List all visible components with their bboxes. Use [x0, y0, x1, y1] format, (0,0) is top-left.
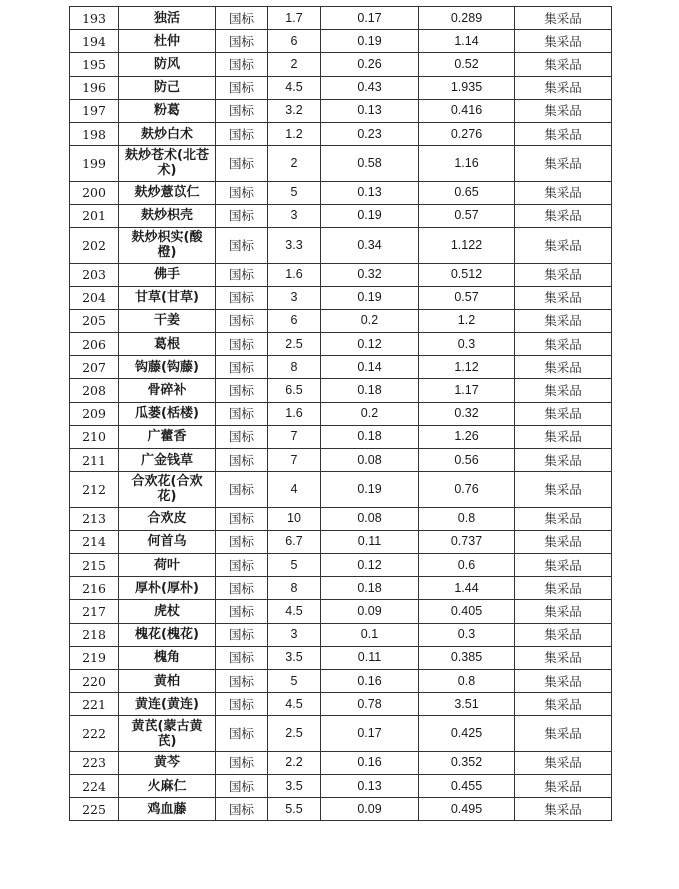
- herb-name-cell: 瓜蒌(栝楼): [119, 402, 216, 425]
- herb-name-cell: 广金钱草: [119, 449, 216, 472]
- quantity-cell: 4.5: [268, 600, 321, 623]
- herb-name-cell: 黄连(黄连): [119, 693, 216, 716]
- table-row: [70, 775, 612, 798]
- table-row: [70, 53, 612, 76]
- amount-cell: 1.17: [419, 379, 515, 402]
- row-number-cell: 221: [70, 693, 119, 716]
- row-number-cell: 193: [70, 7, 119, 30]
- standard-cell: 国标: [216, 181, 268, 204]
- table-row: [70, 204, 612, 227]
- row-number-cell: 217: [70, 600, 119, 623]
- amount-cell: 0.416: [419, 99, 515, 122]
- quantity-cell: 2: [268, 146, 321, 182]
- unit-price-cell: 0.12: [321, 333, 419, 356]
- standard-cell: 国标: [216, 122, 268, 145]
- procurement-type-cell: 集采品: [515, 670, 612, 693]
- procurement-type-cell: 集采品: [515, 204, 612, 227]
- row-number-cell: 207: [70, 356, 119, 379]
- row-number-cell: 219: [70, 646, 119, 669]
- standard-cell: 国标: [216, 146, 268, 182]
- procurement-type-cell: 集采品: [515, 554, 612, 577]
- table-row: [70, 7, 612, 30]
- unit-price-cell: 0.17: [321, 7, 419, 30]
- quantity-cell: 2: [268, 53, 321, 76]
- standard-cell: 国标: [216, 379, 268, 402]
- amount-cell: 1.14: [419, 30, 515, 53]
- procurement-type-cell: 集采品: [515, 356, 612, 379]
- unit-price-cell: 0.2: [321, 402, 419, 425]
- quantity-cell: 1.7: [268, 7, 321, 30]
- herb-name-cell: 火麻仁: [119, 775, 216, 798]
- standard-cell: 国标: [216, 554, 268, 577]
- procurement-type-cell: 集采品: [515, 600, 612, 623]
- herb-name-cell: 甘草(甘草): [119, 286, 216, 309]
- row-number-cell: 194: [70, 30, 119, 53]
- quantity-cell: 3: [268, 286, 321, 309]
- quantity-cell: 6: [268, 30, 321, 53]
- amount-cell: 0.512: [419, 263, 515, 286]
- amount-cell: 1.12: [419, 356, 515, 379]
- amount-cell: 0.6: [419, 554, 515, 577]
- standard-cell: 国标: [216, 577, 268, 600]
- procurement-type-cell: 集采品: [515, 122, 612, 145]
- standard-cell: 国标: [216, 472, 268, 508]
- standard-cell: 国标: [216, 646, 268, 669]
- standard-cell: 国标: [216, 76, 268, 99]
- herb-name-cell: 麸炒枳实(酸橙): [119, 228, 216, 264]
- herb-name-cell: 麸炒苍术(北苍术): [119, 146, 216, 182]
- row-number-cell: 225: [70, 798, 119, 821]
- table-row: [70, 286, 612, 309]
- amount-cell: 1.26: [419, 425, 515, 448]
- table-row: [70, 181, 612, 204]
- procurement-type-cell: 集采品: [515, 228, 612, 264]
- table-row: [70, 472, 612, 508]
- unit-price-cell: 0.13: [321, 99, 419, 122]
- amount-cell: 0.352: [419, 751, 515, 774]
- row-number-cell: 208: [70, 379, 119, 402]
- amount-cell: 0.405: [419, 600, 515, 623]
- unit-price-cell: 0.16: [321, 670, 419, 693]
- standard-cell: 国标: [216, 507, 268, 530]
- table-row: [70, 798, 612, 821]
- table-row: [70, 670, 612, 693]
- procurement-type-cell: 集采品: [515, 507, 612, 530]
- table-row: [70, 425, 612, 448]
- standard-cell: 国标: [216, 7, 268, 30]
- standard-cell: 国标: [216, 263, 268, 286]
- herb-name-cell: 黄芪(蒙古黄芪): [119, 716, 216, 752]
- herb-name-cell: 黄柏: [119, 670, 216, 693]
- herb-name-cell: 麸炒枳壳: [119, 204, 216, 227]
- herb-name-cell: 鸡血藤: [119, 798, 216, 821]
- table-row: [70, 146, 612, 182]
- amount-cell: 1.935: [419, 76, 515, 99]
- unit-price-cell: 0.12: [321, 554, 419, 577]
- row-number-cell: 206: [70, 333, 119, 356]
- quantity-cell: 3: [268, 623, 321, 646]
- standard-cell: 国标: [216, 670, 268, 693]
- quantity-cell: 2.5: [268, 716, 321, 752]
- herb-name-cell: 槐花(槐花): [119, 623, 216, 646]
- herb-name-cell: 广藿香: [119, 425, 216, 448]
- table-row: [70, 577, 612, 600]
- amount-cell: 0.57: [419, 286, 515, 309]
- quantity-cell: 3.3: [268, 228, 321, 264]
- unit-price-cell: 0.11: [321, 530, 419, 553]
- unit-price-cell: 0.19: [321, 286, 419, 309]
- standard-cell: 国标: [216, 309, 268, 332]
- amount-cell: 3.51: [419, 693, 515, 716]
- herb-name-cell: 厚朴(厚朴): [119, 577, 216, 600]
- row-number-cell: 201: [70, 204, 119, 227]
- herb-name-cell: 槐角: [119, 646, 216, 669]
- unit-price-cell: 0.78: [321, 693, 419, 716]
- standard-cell: 国标: [216, 530, 268, 553]
- unit-price-cell: 0.13: [321, 181, 419, 204]
- quantity-cell: 5: [268, 554, 321, 577]
- amount-cell: 0.57: [419, 204, 515, 227]
- quantity-cell: 3: [268, 204, 321, 227]
- procurement-type-cell: 集采品: [515, 798, 612, 821]
- table-row: [70, 122, 612, 145]
- standard-cell: 国标: [216, 204, 268, 227]
- amount-cell: 0.52: [419, 53, 515, 76]
- procurement-type-cell: 集采品: [515, 53, 612, 76]
- procurement-type-cell: 集采品: [515, 181, 612, 204]
- row-number-cell: 216: [70, 577, 119, 600]
- procurement-type-cell: 集采品: [515, 309, 612, 332]
- unit-price-cell: 0.18: [321, 577, 419, 600]
- procurement-type-cell: 集采品: [515, 76, 612, 99]
- unit-price-cell: 0.23: [321, 122, 419, 145]
- quantity-cell: 4.5: [268, 693, 321, 716]
- table-row: [70, 30, 612, 53]
- unit-price-cell: 0.13: [321, 775, 419, 798]
- quantity-cell: 4: [268, 472, 321, 508]
- amount-cell: 0.8: [419, 670, 515, 693]
- quantity-cell: 3.5: [268, 646, 321, 669]
- herb-name-cell: 粉葛: [119, 99, 216, 122]
- row-number-cell: 199: [70, 146, 119, 182]
- quantity-cell: 1.6: [268, 402, 321, 425]
- unit-price-cell: 0.19: [321, 204, 419, 227]
- row-number-cell: 214: [70, 530, 119, 553]
- table-row: [70, 379, 612, 402]
- standard-cell: 国标: [216, 798, 268, 821]
- table-row: [70, 228, 612, 264]
- table-row: [70, 402, 612, 425]
- standard-cell: 国标: [216, 333, 268, 356]
- procurement-type-cell: 集采品: [515, 646, 612, 669]
- amount-cell: 0.76: [419, 472, 515, 508]
- unit-price-cell: 0.08: [321, 449, 419, 472]
- amount-cell: 0.737: [419, 530, 515, 553]
- row-number-cell: 215: [70, 554, 119, 577]
- amount-cell: 1.44: [419, 577, 515, 600]
- quantity-cell: 3.2: [268, 99, 321, 122]
- quantity-cell: 6: [268, 309, 321, 332]
- herb-name-cell: 杜仲: [119, 30, 216, 53]
- table-row: [70, 99, 612, 122]
- procurement-type-cell: 集采品: [515, 30, 612, 53]
- table-row: [70, 623, 612, 646]
- herb-name-cell: 合欢花(合欢花): [119, 472, 216, 508]
- row-number-cell: 197: [70, 99, 119, 122]
- row-number-cell: 198: [70, 122, 119, 145]
- amount-cell: 0.56: [419, 449, 515, 472]
- procurement-type-cell: 集采品: [515, 775, 612, 798]
- unit-price-cell: 0.34: [321, 228, 419, 264]
- quantity-cell: 6.7: [268, 530, 321, 553]
- table-row: [70, 263, 612, 286]
- herb-name-cell: 黄芩: [119, 751, 216, 774]
- quantity-cell: 2.5: [268, 333, 321, 356]
- standard-cell: 国标: [216, 693, 268, 716]
- row-number-cell: 203: [70, 263, 119, 286]
- unit-price-cell: 0.32: [321, 263, 419, 286]
- herb-name-cell: 合欢皮: [119, 507, 216, 530]
- row-number-cell: 195: [70, 53, 119, 76]
- standard-cell: 国标: [216, 356, 268, 379]
- standard-cell: 国标: [216, 716, 268, 752]
- table-row: [70, 449, 612, 472]
- amount-cell: 0.8: [419, 507, 515, 530]
- amount-cell: 1.2: [419, 309, 515, 332]
- standard-cell: 国标: [216, 30, 268, 53]
- row-number-cell: 220: [70, 670, 119, 693]
- table-row: [70, 76, 612, 99]
- row-number-cell: 205: [70, 309, 119, 332]
- herb-name-cell: 防己: [119, 76, 216, 99]
- herb-name-cell: 葛根: [119, 333, 216, 356]
- standard-cell: 国标: [216, 751, 268, 774]
- herb-name-cell: 骨碎补: [119, 379, 216, 402]
- unit-price-cell: 0.18: [321, 425, 419, 448]
- quantity-cell: 1.6: [268, 263, 321, 286]
- row-number-cell: 211: [70, 449, 119, 472]
- quantity-cell: 1.2: [268, 122, 321, 145]
- herb-name-cell: 荷叶: [119, 554, 216, 577]
- quantity-cell: 8: [268, 356, 321, 379]
- amount-cell: 0.32: [419, 402, 515, 425]
- herb-name-cell: 何首乌: [119, 530, 216, 553]
- unit-price-cell: 0.11: [321, 646, 419, 669]
- amount-cell: 1.16: [419, 146, 515, 182]
- unit-price-cell: 0.58: [321, 146, 419, 182]
- amount-cell: 0.65: [419, 181, 515, 204]
- quantity-cell: 4.5: [268, 76, 321, 99]
- row-number-cell: 218: [70, 623, 119, 646]
- quantity-cell: 8: [268, 577, 321, 600]
- herb-name-cell: 干姜: [119, 309, 216, 332]
- row-number-cell: 223: [70, 751, 119, 774]
- amount-cell: 0.276: [419, 122, 515, 145]
- unit-price-cell: 0.08: [321, 507, 419, 530]
- procurement-type-cell: 集采品: [515, 623, 612, 646]
- table-row: [70, 507, 612, 530]
- standard-cell: 国标: [216, 623, 268, 646]
- procurement-type-cell: 集采品: [515, 472, 612, 508]
- procurement-type-cell: 集采品: [515, 577, 612, 600]
- row-number-cell: 204: [70, 286, 119, 309]
- procurement-type-cell: 集采品: [515, 693, 612, 716]
- procurement-type-cell: 集采品: [515, 402, 612, 425]
- procurement-type-cell: 集采品: [515, 263, 612, 286]
- procurement-type-cell: 集采品: [515, 530, 612, 553]
- procurement-type-cell: 集采品: [515, 425, 612, 448]
- table-row: [70, 716, 612, 752]
- standard-cell: 国标: [216, 53, 268, 76]
- standard-cell: 国标: [216, 425, 268, 448]
- herb-name-cell: 麸炒白术: [119, 122, 216, 145]
- unit-price-cell: 0.2: [321, 309, 419, 332]
- table-row: [70, 530, 612, 553]
- quantity-cell: 2.2: [268, 751, 321, 774]
- quantity-cell: 10: [268, 507, 321, 530]
- row-number-cell: 222: [70, 716, 119, 752]
- standard-cell: 国标: [216, 99, 268, 122]
- amount-cell: 0.289: [419, 7, 515, 30]
- procurement-type-cell: 集采品: [515, 449, 612, 472]
- quantity-cell: 6.5: [268, 379, 321, 402]
- table-row: [70, 356, 612, 379]
- unit-price-cell: 0.14: [321, 356, 419, 379]
- amount-cell: 0.3: [419, 333, 515, 356]
- procurement-type-cell: 集采品: [515, 7, 612, 30]
- table-row: [70, 693, 612, 716]
- quantity-cell: 7: [268, 425, 321, 448]
- procurement-type-cell: 集采品: [515, 379, 612, 402]
- unit-price-cell: 0.19: [321, 472, 419, 508]
- amount-cell: 0.3: [419, 623, 515, 646]
- procurement-type-cell: 集采品: [515, 146, 612, 182]
- herb-name-cell: 佛手: [119, 263, 216, 286]
- row-number-cell: 213: [70, 507, 119, 530]
- standard-cell: 国标: [216, 600, 268, 623]
- row-number-cell: 196: [70, 76, 119, 99]
- procurement-type-cell: 集采品: [515, 751, 612, 774]
- row-number-cell: 224: [70, 775, 119, 798]
- unit-price-cell: 0.17: [321, 716, 419, 752]
- unit-price-cell: 0.1: [321, 623, 419, 646]
- standard-cell: 国标: [216, 775, 268, 798]
- table-row: [70, 554, 612, 577]
- table-row: [70, 309, 612, 332]
- unit-price-cell: 0.19: [321, 30, 419, 53]
- table-row: [70, 646, 612, 669]
- herb-name-cell: 防风: [119, 53, 216, 76]
- procurement-type-cell: 集采品: [515, 99, 612, 122]
- amount-cell: 1.122: [419, 228, 515, 264]
- unit-price-cell: 0.43: [321, 76, 419, 99]
- row-number-cell: 210: [70, 425, 119, 448]
- standard-cell: 国标: [216, 228, 268, 264]
- table-row: [70, 751, 612, 774]
- table-row: [70, 333, 612, 356]
- standard-cell: 国标: [216, 402, 268, 425]
- unit-price-cell: 0.26: [321, 53, 419, 76]
- herb-name-cell: 钩藤(钩藤): [119, 356, 216, 379]
- herb-name-cell: 虎杖: [119, 600, 216, 623]
- standard-cell: 国标: [216, 449, 268, 472]
- quantity-cell: 5: [268, 670, 321, 693]
- unit-price-cell: 0.16: [321, 751, 419, 774]
- row-number-cell: 200: [70, 181, 119, 204]
- quantity-cell: 3.5: [268, 775, 321, 798]
- herb-name-cell: 独活: [119, 7, 216, 30]
- table-body: [70, 7, 612, 821]
- procurement-type-cell: 集采品: [515, 286, 612, 309]
- amount-cell: 0.495: [419, 798, 515, 821]
- row-number-cell: 212: [70, 472, 119, 508]
- herb-name-cell: 麸炒薏苡仁: [119, 181, 216, 204]
- unit-price-cell: 0.18: [321, 379, 419, 402]
- quantity-cell: 5.5: [268, 798, 321, 821]
- quantity-cell: 5: [268, 181, 321, 204]
- herb-table: [69, 6, 612, 821]
- procurement-type-cell: 集采品: [515, 333, 612, 356]
- standard-cell: 国标: [216, 286, 268, 309]
- row-number-cell: 202: [70, 228, 119, 264]
- unit-price-cell: 0.09: [321, 798, 419, 821]
- amount-cell: 0.385: [419, 646, 515, 669]
- amount-cell: 0.425: [419, 716, 515, 752]
- quantity-cell: 7: [268, 449, 321, 472]
- unit-price-cell: 0.09: [321, 600, 419, 623]
- row-number-cell: 209: [70, 402, 119, 425]
- amount-cell: 0.455: [419, 775, 515, 798]
- table-row: [70, 600, 612, 623]
- procurement-type-cell: 集采品: [515, 716, 612, 752]
